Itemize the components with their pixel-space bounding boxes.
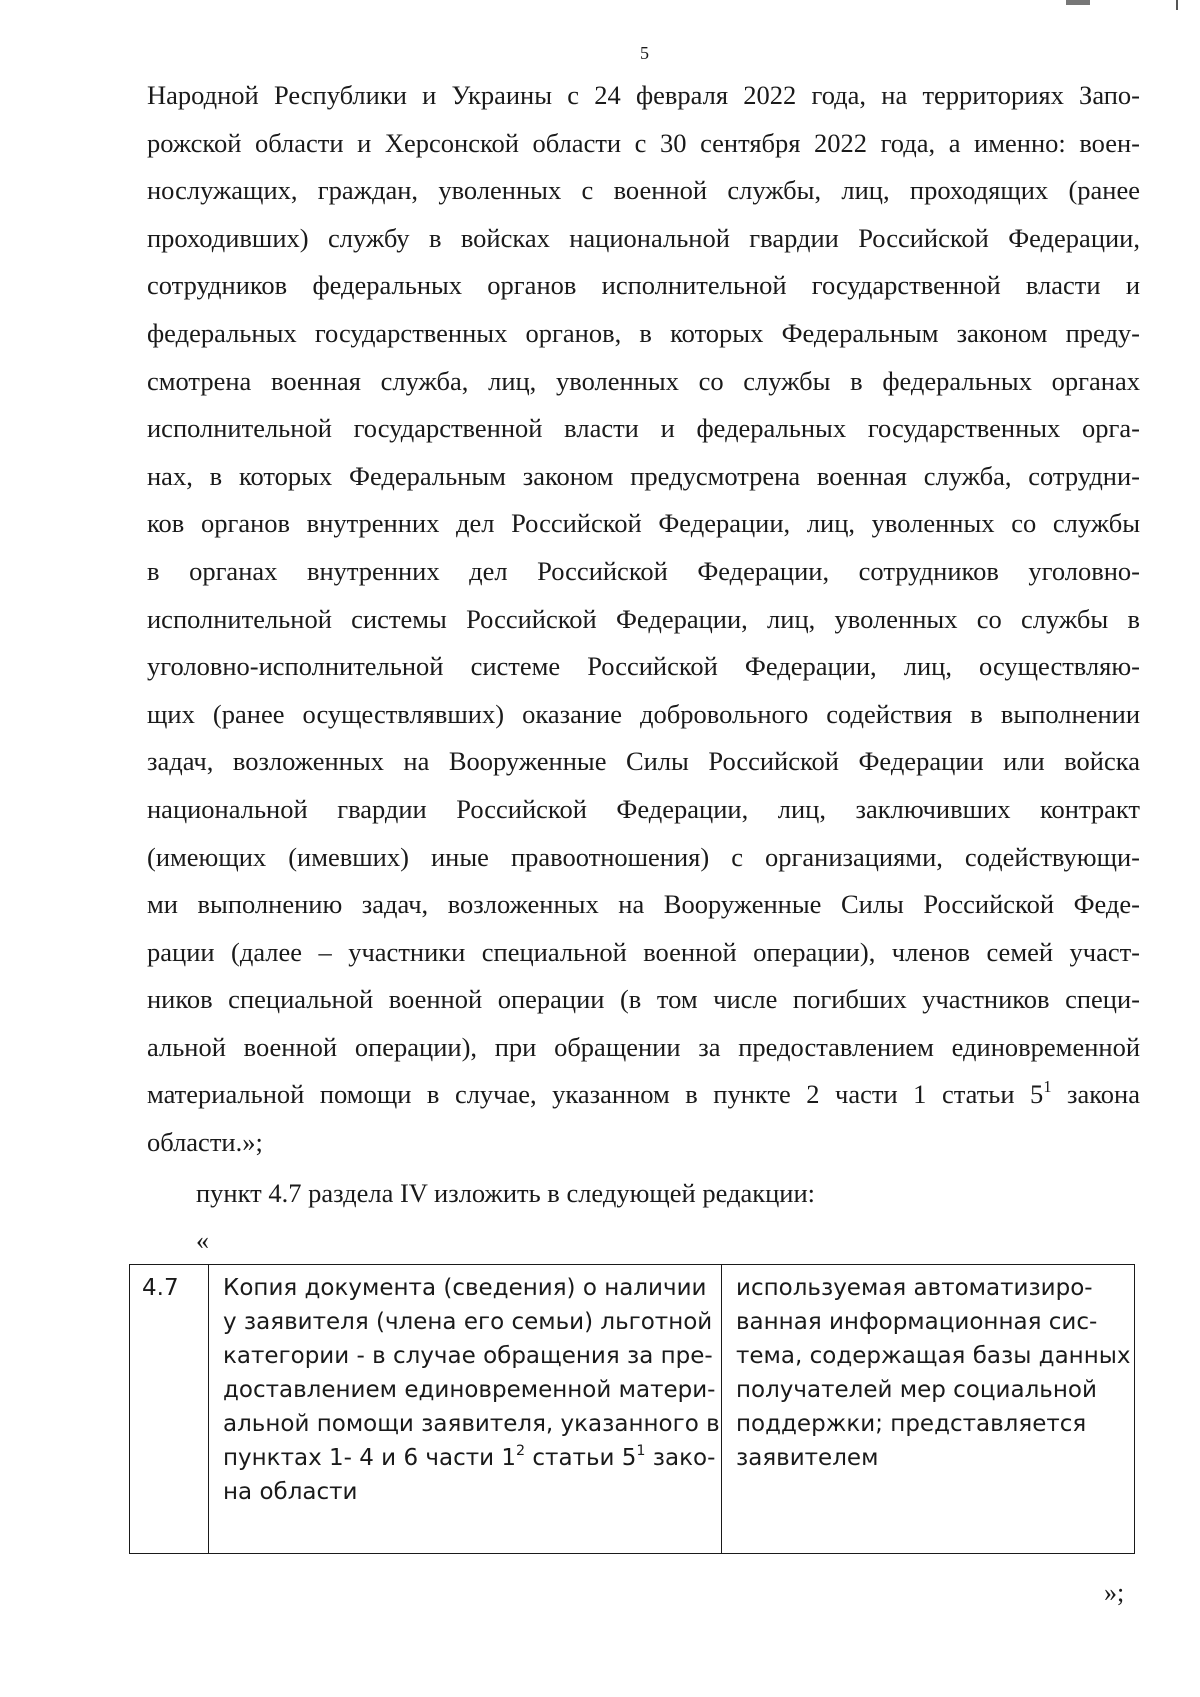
text-line: задач, возложенных на Вооруженные Силы Российской Федерации или войска: [147, 746, 1140, 777]
superscript: 2: [516, 1442, 526, 1459]
page-number: 5: [640, 43, 649, 63]
cell-line: у заявителя (члена его семьи) льготной: [223, 1309, 713, 1335]
text-line: национальной гвардии Российской Федерации, лиц, заключивших контракт: [147, 793, 1140, 824]
requirements-table: [129, 1264, 1135, 1554]
text-line: нах, в которых Федеральным законом предусмотрена военная служба, сотрудни-: [147, 460, 1140, 491]
text-line: области.»;: [147, 1127, 263, 1158]
cell-line: заявителем: [736, 1445, 879, 1471]
text-line: Народной Республики и Украины с 24 февраля 2022 года, на территориях Запо-: [147, 80, 1140, 110]
text-line: федеральных государственных органов, в которых Федеральным законом преду-: [147, 317, 1140, 348]
text-line: ков органов внутренних дел Российской Федерации, лиц, уволенных со службы: [147, 508, 1140, 539]
text-line: проходивших) службу в войсках национальной гвардии Российской Федерации,: [147, 222, 1140, 253]
text-line: исполнительной государственной власти и федеральных государственных орга-: [147, 413, 1140, 444]
cell-line: получателей мер социальной: [736, 1377, 1097, 1403]
text-fragment: статьи 5: [525, 1445, 637, 1471]
closing-quote: »;: [1104, 1578, 1125, 1607]
opening-quote: «: [196, 1226, 209, 1255]
cell-line: альной помощи заявителя, указанного в: [223, 1411, 720, 1437]
row-number-cell: 4.7: [130, 1265, 209, 1554]
text-line: ников специальной военной операции (в том числе погибших участников специ-: [147, 984, 1140, 1015]
body-paragraph: [147, 72, 1140, 1167]
text-line: рации (далее – участники специальной военной операции), членов семей участ-: [147, 936, 1140, 967]
text-line: исполнительной системы Российской Федерации, лиц, уволенных со службы в: [147, 603, 1140, 634]
cell-line: [223, 1441, 716, 1475]
text-fragment: закона: [1051, 1079, 1140, 1110]
text-line: в органах внутренних дел Российской Федерации, сотрудников уголовно-: [147, 555, 1140, 586]
text-line: (имеющих (имевших) иные правоотношения) с организациями, содействующи-: [147, 841, 1140, 872]
cell-line: поддержки; представляется: [736, 1411, 1087, 1437]
cell-line: используемая автоматизиро-: [736, 1275, 1093, 1301]
text-line: альной военной операции), при обращении за предоставлением единовременной: [147, 1031, 1140, 1062]
text-line: ми выполнению задач, возложенных на Вооруженные Силы Российской Феде-: [147, 889, 1140, 920]
document-source-cell: [722, 1265, 1135, 1554]
scan-edge-mark: [1176, 0, 1178, 10]
cell-line: категории - в случае обращения за пре-: [223, 1343, 713, 1369]
text-fragment: материальной помощи в случае, указанном в пункте 2 части 1 статьи 5: [147, 1079, 1044, 1110]
text-fragment: зако-: [645, 1445, 716, 1471]
text-line: сотрудников федеральных органов исполнительной государственной власти и: [147, 270, 1140, 301]
cell-line: Копия документа (сведения) о наличии: [223, 1275, 707, 1301]
superscript: 1: [636, 1442, 646, 1459]
scan-edge-mark: [1066, 0, 1090, 5]
cell-line: на области: [223, 1479, 358, 1505]
table-row: [130, 1265, 1135, 1554]
superscript: 1: [1043, 1077, 1052, 1096]
cell-line: доставлением единовременной матери-: [223, 1377, 716, 1403]
text-line: [147, 1071, 1140, 1119]
text-line: смотрена военная служба, лиц, уволенных со службы в федеральных органах: [147, 365, 1140, 396]
text-line: рожской области и Херсонской области с 30 сентября 2022 года, а именно: воен-: [147, 127, 1140, 158]
cell-line: ванная информационная сис-: [736, 1309, 1098, 1335]
document-description-cell: [209, 1265, 722, 1554]
amendment-instruction: пункт 4.7 раздела IV изложить в следующей редакции:: [196, 1178, 816, 1208]
text-line: щих (ранее осуществлявших) оказание добровольного содействия в выполнении: [147, 698, 1140, 729]
text-line: уголовно-исполнительной системе Российской Федерации, лиц, осуществляю-: [147, 651, 1140, 682]
cell-line: тема, содержащая базы данных: [736, 1343, 1131, 1369]
text-fragment: пунктах 1- 4 и 6 части 1: [223, 1445, 517, 1471]
text-line: нослужащих, граждан, уволенных с военной службы, лиц, проходящих (ранее: [147, 175, 1140, 206]
